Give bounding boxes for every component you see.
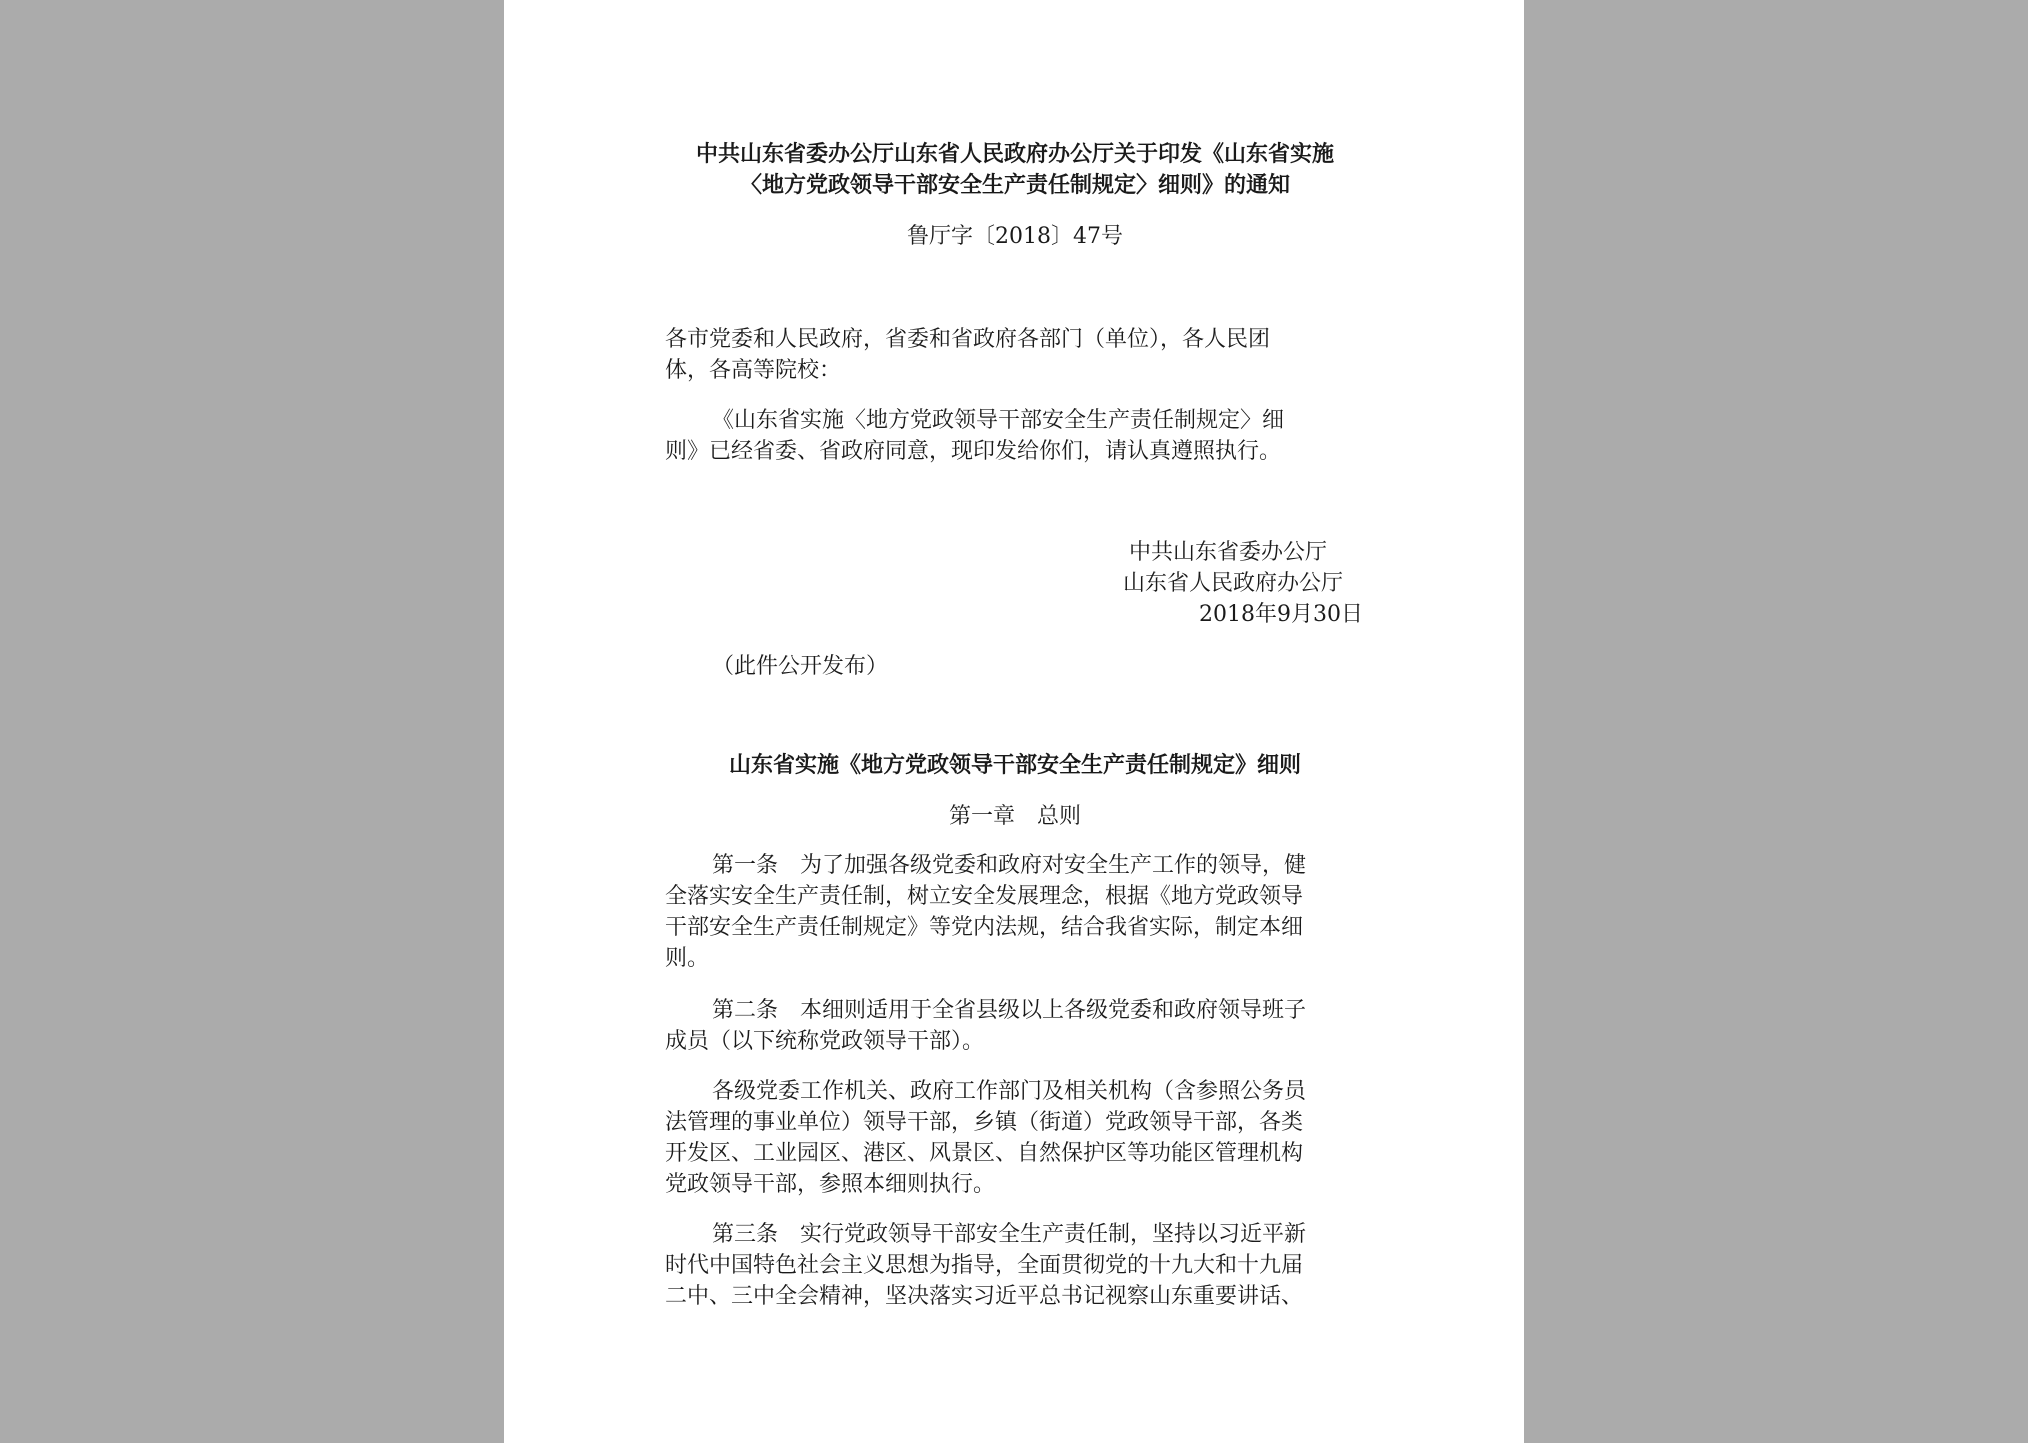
notice-title-line: 〈地方党政领导干部安全生产责任制规定〉细则》的通知 (739, 173, 1290, 198)
article-line: 则。 (665, 946, 710, 971)
article-2 (665, 995, 1365, 1057)
addressee (665, 324, 1365, 386)
signature-issuer-1: 中共山东省委办公厅 (1128, 540, 1327, 565)
article-line: 二中、三中全会精神，坚决落实习近平总书记视察山东重要讲话、 (665, 1284, 1304, 1309)
document-number: 鲁厅字〔2018〕47号 (907, 224, 1123, 249)
addressee-line: 各市党委和人民政府，省委和省政府各部门（单位），各人民团 (665, 327, 1271, 352)
article-line: 第一条 为了加强各级党委和政府对安全生产工作的领导，健 (712, 853, 1307, 878)
document-page (504, 0, 1524, 1443)
article-line: 各级党委工作机关、政府工作部门及相关机构（含参照公务员 (712, 1079, 1307, 1104)
notice-title-line: 中共山东省委办公厅山东省人民政府办公厅关于印发《山东省实施 (695, 142, 1334, 167)
chapter-heading: 第一章 总则 (948, 804, 1081, 829)
article-3 (665, 1219, 1365, 1312)
article-line: 法管理的事业单位）领导干部，乡镇（街道）党政领导干部，各类 (665, 1110, 1304, 1135)
regulation-title: 山东省实施《地方党政领导干部安全生产责任制规定》细则 (728, 753, 1301, 778)
signature-issuer-2: 山东省人民政府办公厅 (1122, 571, 1343, 596)
article-line: 干部安全生产责任制规定》等党内法规，结合我省实际，制定本细 (665, 915, 1304, 940)
article-line: 党政领导干部，参照本细则执行。 (665, 1172, 996, 1197)
article-1 (665, 850, 1365, 974)
article-line: 时代中国特色社会主义思想为指导，全面贯彻党的十九大和十九届 (665, 1253, 1304, 1278)
publication-note: （此件公开发布） (712, 654, 889, 679)
signature-date: 2018年9月30日 (1199, 602, 1363, 627)
notice-title (665, 139, 1365, 201)
article-line: 全落实安全生产责任制，树立安全发展理念，根据《地方党政领导 (665, 884, 1304, 909)
article-2-paragraph-2 (665, 1076, 1365, 1200)
article-line: 成员（以下统称党政领导干部）。 (665, 1029, 985, 1054)
notice-body-line: 《山东省实施〈地方党政领导干部安全生产责任制规定〉细 (712, 408, 1285, 433)
notice-body (665, 405, 1365, 467)
addressee-line: 体，各高等院校： (665, 358, 842, 383)
notice-body-line: 则》已经省委、省政府同意，现印发给你们，请认真遵照执行。 (665, 439, 1282, 464)
article-line: 第三条 实行党政领导干部安全生产责任制，坚持以习近平新 (712, 1222, 1307, 1247)
article-line: 第二条 本细则适用于全省县级以上各级党委和政府领导班子 (712, 998, 1307, 1023)
article-line: 开发区、工业园区、港区、风景区、自然保护区等功能区管理机构 (665, 1141, 1304, 1166)
